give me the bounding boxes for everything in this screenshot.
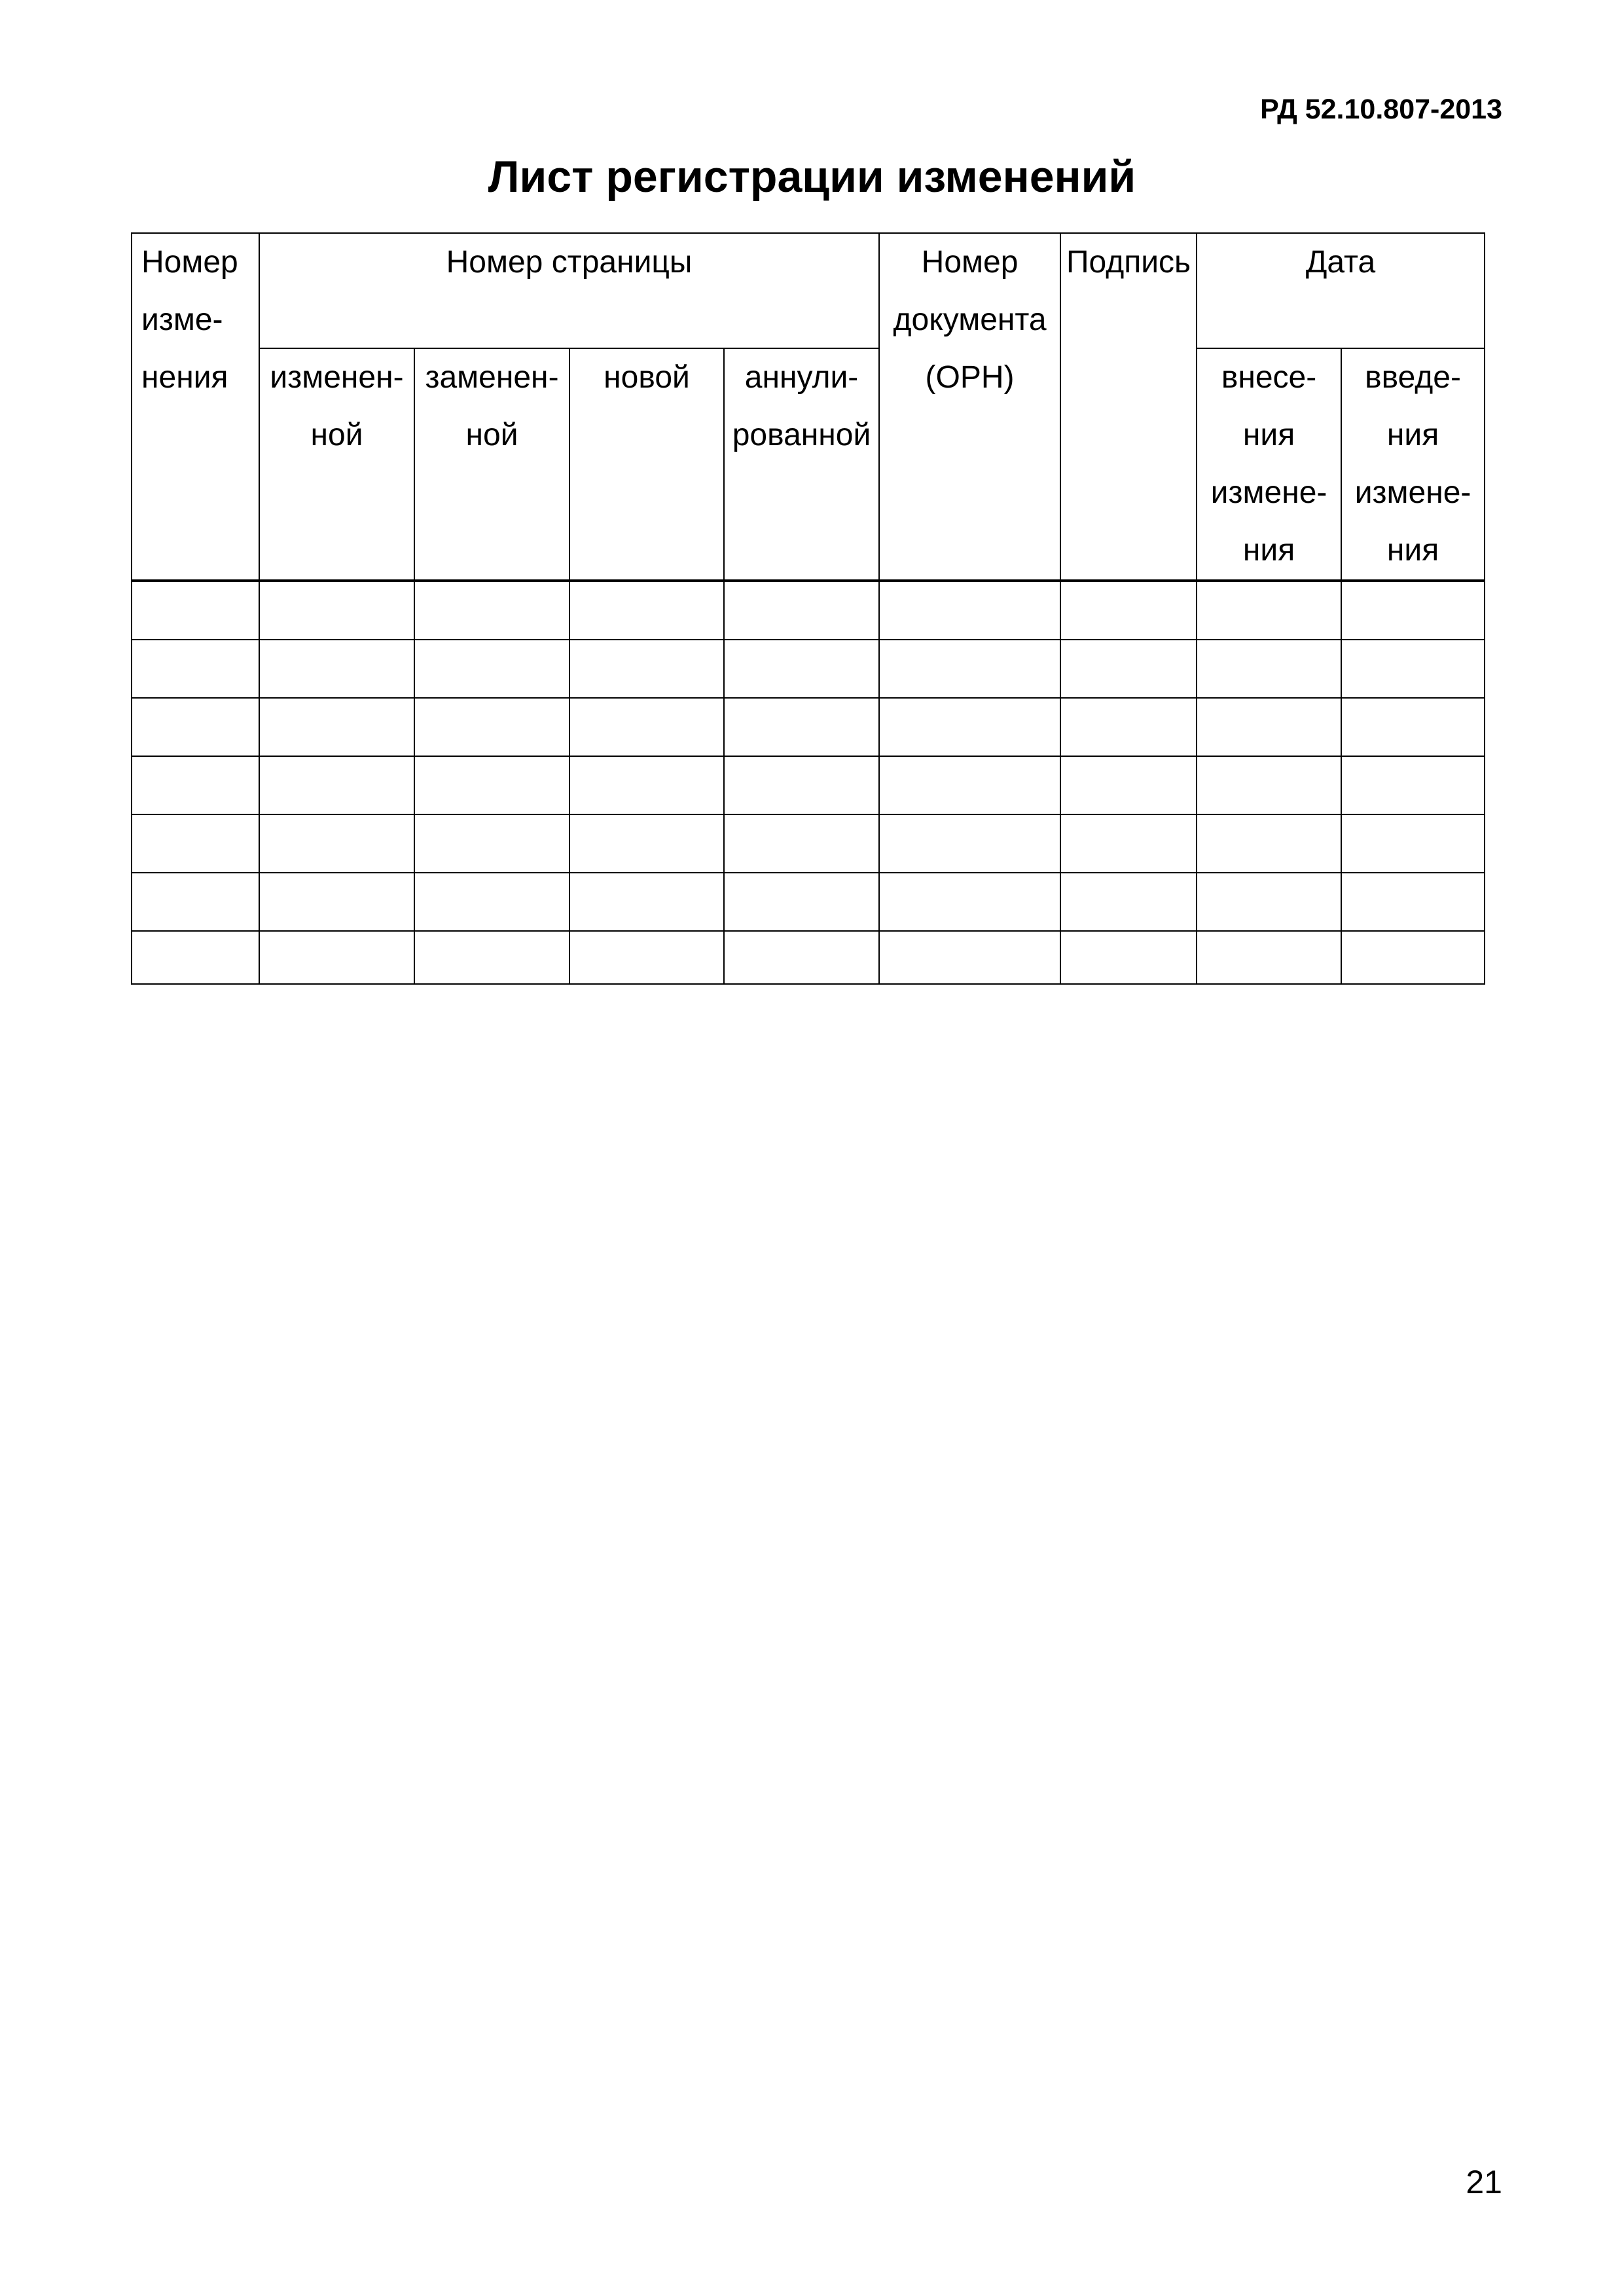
header-cancelled-page: аннули- рованной xyxy=(724,348,879,580)
table-cell xyxy=(132,931,259,984)
table-cell xyxy=(1341,698,1485,756)
table-cell xyxy=(414,698,569,756)
table-cell xyxy=(132,756,259,814)
table-cell xyxy=(724,756,879,814)
header-date-group: Дата xyxy=(1197,233,1485,348)
header-date-effective: введе- ния измене- ния xyxy=(1341,348,1485,580)
table-cell xyxy=(414,640,569,698)
table-cell xyxy=(259,873,414,931)
table-cell xyxy=(132,640,259,698)
header-replaced-page: заменен- ной xyxy=(414,348,569,580)
table-cell xyxy=(879,581,1060,640)
change-registration-table xyxy=(131,232,1485,985)
table-cell xyxy=(259,581,414,640)
table-cell xyxy=(879,931,1060,984)
table-cell xyxy=(1197,640,1341,698)
table-cell xyxy=(259,698,414,756)
table-cell xyxy=(414,581,569,640)
table-cell xyxy=(132,873,259,931)
table-cell xyxy=(1341,581,1485,640)
table-cell xyxy=(569,640,724,698)
table-cell xyxy=(879,756,1060,814)
table-row xyxy=(132,698,1485,756)
table-cell xyxy=(724,814,879,873)
header-signature: Подпись xyxy=(1060,233,1197,580)
table-cell xyxy=(132,698,259,756)
table-cell xyxy=(1060,814,1197,873)
table-cell xyxy=(724,581,879,640)
table-cell xyxy=(1341,640,1485,698)
table-cell xyxy=(1197,814,1341,873)
table-cell xyxy=(132,814,259,873)
header-new-page: новой xyxy=(569,348,724,580)
table-row xyxy=(132,581,1485,640)
header-change-number: Номер изме- нения xyxy=(132,233,259,580)
table-cell xyxy=(1060,931,1197,984)
table-cell xyxy=(724,873,879,931)
table-row xyxy=(132,756,1485,814)
table-body xyxy=(132,581,1485,984)
table-cell xyxy=(414,873,569,931)
table-row xyxy=(132,931,1485,984)
table-cell xyxy=(1341,931,1485,984)
table-row xyxy=(132,814,1485,873)
table-cell xyxy=(724,931,879,984)
table-cell xyxy=(259,931,414,984)
table-cell xyxy=(414,756,569,814)
table-cell xyxy=(1197,581,1341,640)
table-cell xyxy=(1197,698,1341,756)
table-cell xyxy=(569,814,724,873)
table-cell xyxy=(569,698,724,756)
table-cell xyxy=(259,640,414,698)
table-cell xyxy=(259,814,414,873)
table-cell xyxy=(1060,640,1197,698)
page-number: 21 xyxy=(1466,2164,1502,2200)
table-cell xyxy=(1341,814,1485,873)
header-date-entry: внесе- ния измене- ния xyxy=(1197,348,1341,580)
table-row xyxy=(132,640,1485,698)
page-title: Лист регистрации изменений xyxy=(488,152,1136,202)
table-cell xyxy=(132,581,259,640)
table-cell xyxy=(1341,756,1485,814)
header-changed-page: изменен- ной xyxy=(259,348,414,580)
table-cell xyxy=(1197,756,1341,814)
table-cell xyxy=(724,698,879,756)
table-cell xyxy=(569,581,724,640)
table-cell xyxy=(1060,581,1197,640)
table-cell xyxy=(259,756,414,814)
table-cell xyxy=(879,640,1060,698)
table-cell xyxy=(1197,873,1341,931)
table-cell xyxy=(724,640,879,698)
table-cell xyxy=(414,931,569,984)
table-cell xyxy=(1060,873,1197,931)
table-cell xyxy=(879,698,1060,756)
table-cell xyxy=(879,814,1060,873)
table-cell xyxy=(1060,698,1197,756)
table-cell xyxy=(414,814,569,873)
table-cell xyxy=(1060,756,1197,814)
table-row xyxy=(132,873,1485,931)
table-cell xyxy=(569,931,724,984)
table-cell xyxy=(569,873,724,931)
table-cell xyxy=(569,756,724,814)
table-cell xyxy=(1341,873,1485,931)
table-cell xyxy=(1197,931,1341,984)
document-code: РД 52.10.807-2013 xyxy=(1260,94,1502,125)
header-document-number: Номер документа (ОРН) xyxy=(879,233,1060,580)
table-cell xyxy=(879,873,1060,931)
header-page-number-group: Номер страницы xyxy=(259,233,879,348)
